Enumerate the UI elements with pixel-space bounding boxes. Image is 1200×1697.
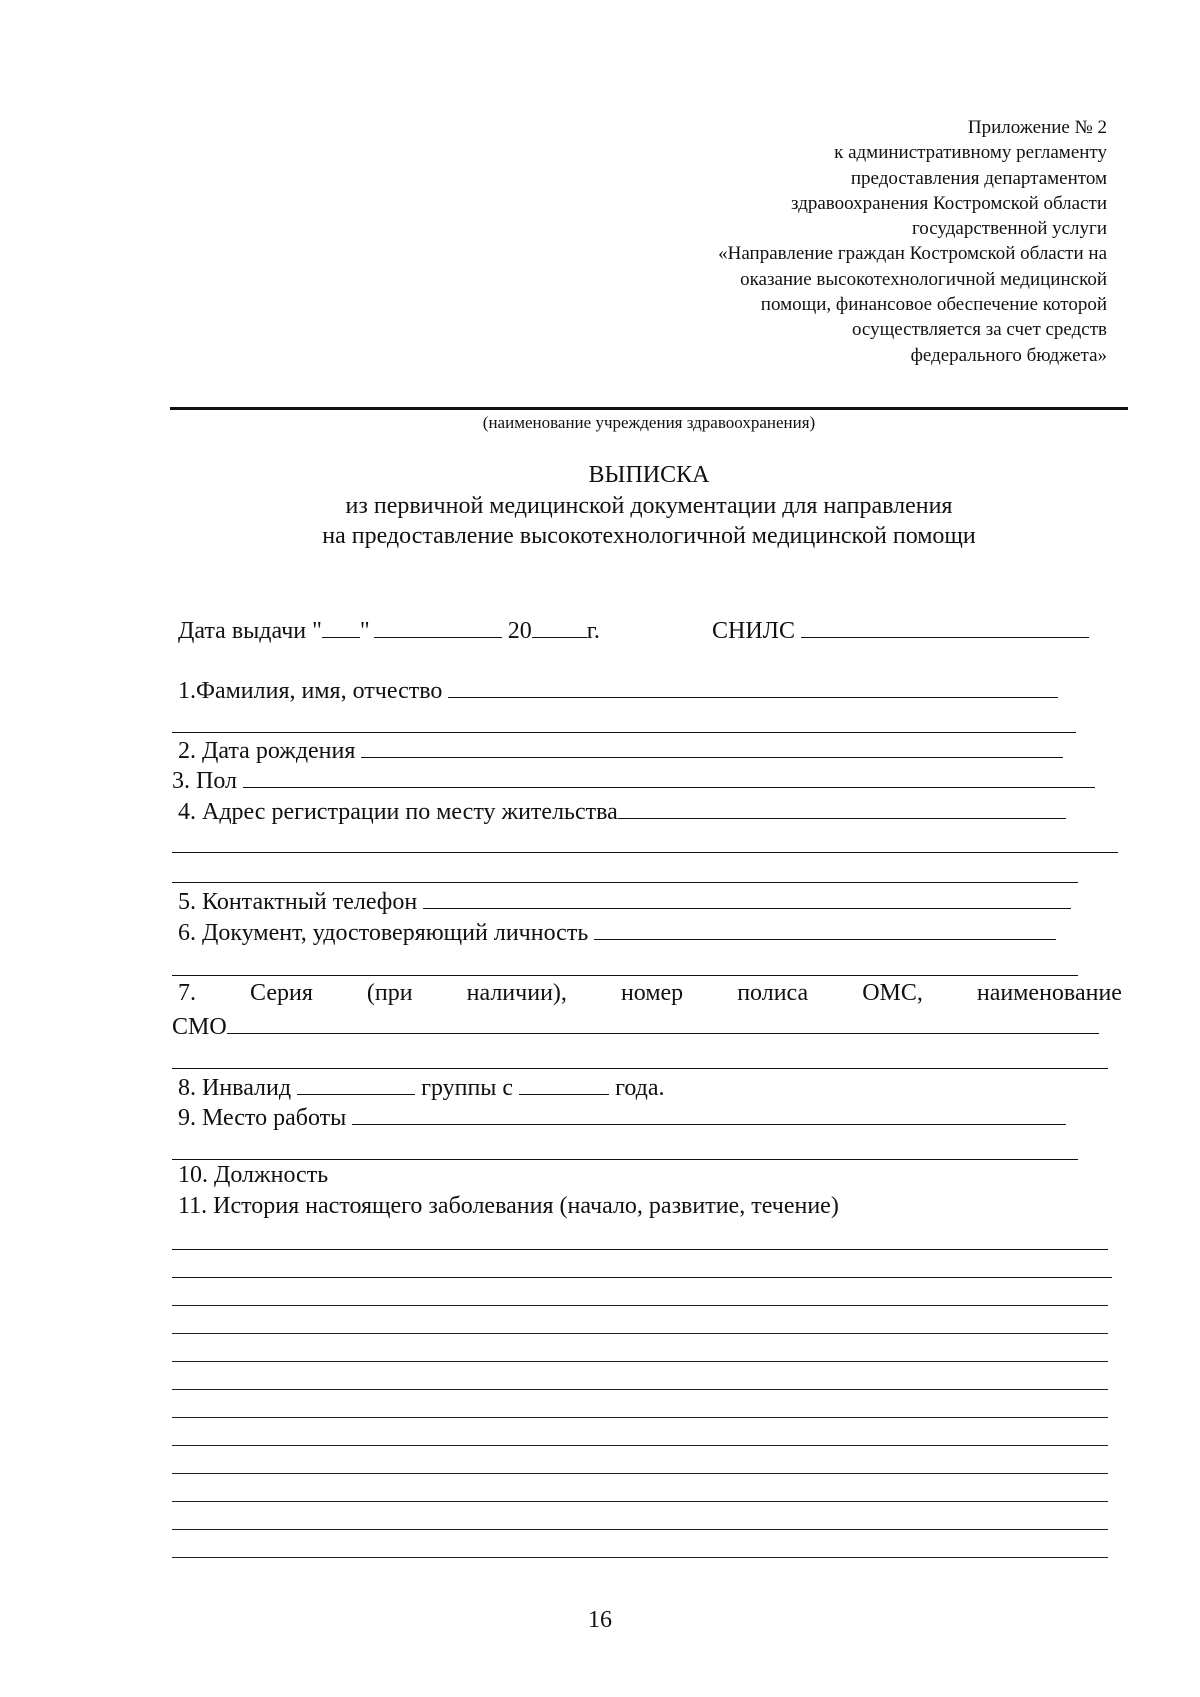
snils-row bbox=[712, 615, 1089, 645]
field-full-name-row bbox=[178, 675, 1058, 705]
history-field-line[interactable] bbox=[172, 1501, 1108, 1502]
sex-field[interactable] bbox=[243, 765, 1095, 788]
phone-label: 5. Контактный телефон bbox=[178, 889, 418, 915]
smo-field[interactable] bbox=[227, 1011, 1099, 1034]
history-field-line[interactable] bbox=[172, 1445, 1108, 1446]
disability-group-field[interactable] bbox=[297, 1072, 415, 1095]
field-address-row bbox=[178, 796, 1066, 826]
history-label: 11. История настоящего заболевания (начало, развитие, течение) bbox=[178, 1193, 839, 1219]
oms-word: ОМС, bbox=[862, 980, 923, 1006]
issue-date-label: Дата выдачи " bbox=[178, 618, 322, 644]
history-field-line[interactable] bbox=[172, 1529, 1108, 1530]
smo-label: СМО bbox=[172, 1014, 227, 1040]
snils-field[interactable] bbox=[801, 615, 1089, 638]
disability-year-field[interactable] bbox=[519, 1072, 609, 1095]
oms-word: (при bbox=[366, 980, 413, 1006]
institution-caption: (наименование учреждения здравоохранения) bbox=[482, 413, 816, 432]
full-name-field-line-2[interactable] bbox=[172, 732, 1076, 733]
oms-word: Серия bbox=[250, 980, 313, 1006]
field-sex-row bbox=[172, 765, 1095, 795]
page-number: 16 bbox=[588, 1607, 612, 1633]
full-name-label: 1.Фамилия, имя, отчество bbox=[178, 678, 443, 704]
field-workplace-row bbox=[178, 1102, 1066, 1132]
oms-word: наименование bbox=[976, 980, 1122, 1006]
appendix-line: «Направление граждан Костромской области на bbox=[718, 243, 1107, 265]
issue-month-field[interactable] bbox=[374, 615, 502, 638]
smo-field-line-2[interactable] bbox=[172, 1068, 1108, 1069]
document-subtitle-2: на предоставление высокотехнологичной медицинской помощи bbox=[322, 523, 976, 549]
appendix-header bbox=[718, 115, 1107, 368]
workplace-field-line-2[interactable] bbox=[172, 1159, 1078, 1160]
history-field-line[interactable] bbox=[172, 1277, 1112, 1278]
field-id-document-row bbox=[178, 917, 1056, 947]
disability-label: 8. Инвалид bbox=[178, 1075, 292, 1101]
issue-year-suffix: г. bbox=[586, 618, 600, 644]
document-subtitle-1: из первичной медицинской документации для направления bbox=[345, 493, 953, 519]
issue-year-prefix: 20 bbox=[507, 618, 532, 644]
history-field-line[interactable] bbox=[172, 1361, 1108, 1362]
disability-year-suffix: года. bbox=[615, 1075, 665, 1101]
issue-date-quote: " bbox=[359, 618, 370, 644]
history-field-line[interactable] bbox=[172, 1249, 1108, 1250]
id-document-field-line-2[interactable] bbox=[172, 975, 1078, 976]
appendix-line: к административному регламенту bbox=[834, 142, 1107, 164]
address-field[interactable] bbox=[618, 796, 1066, 819]
birth-date-label: 2. Дата рождения bbox=[178, 738, 356, 764]
appendix-line: предоставления департаментом bbox=[850, 167, 1107, 189]
id-document-label: 6. Документ, удостоверяющий личность bbox=[178, 920, 589, 946]
document-title: ВЫПИСКА bbox=[588, 462, 710, 488]
field-disability-row bbox=[178, 1072, 665, 1102]
birth-date-field[interactable] bbox=[361, 735, 1063, 758]
field-smo-row bbox=[172, 1011, 1099, 1041]
full-name-field[interactable] bbox=[448, 675, 1058, 698]
id-document-field[interactable] bbox=[594, 917, 1056, 940]
address-label: 4. Адрес регистрации по месту жительства bbox=[178, 799, 618, 825]
history-field-line[interactable] bbox=[172, 1557, 1108, 1558]
appendix-line: федерального бюджета» bbox=[910, 344, 1107, 366]
appendix-line: помощи, финансовое обеспечение которой bbox=[760, 294, 1107, 316]
workplace-field[interactable] bbox=[352, 1102, 1066, 1125]
field-oms-policy-row bbox=[178, 980, 1122, 1007]
issue-day-field[interactable] bbox=[322, 615, 360, 638]
field-birth-date-row bbox=[178, 735, 1063, 765]
history-field-line[interactable] bbox=[172, 1417, 1108, 1418]
appendix-line: здравоохранения Костромской области bbox=[791, 192, 1107, 214]
position-label: 10. Должность bbox=[178, 1162, 329, 1188]
field-phone-row bbox=[178, 886, 1071, 916]
issue-date-row bbox=[178, 615, 600, 645]
appendix-line: оказание высокотехнологичной медицинской bbox=[740, 268, 1107, 290]
appendix-line: государственной услуги bbox=[911, 218, 1107, 240]
address-field-line-2[interactable] bbox=[172, 852, 1118, 853]
oms-word: наличии), bbox=[466, 980, 567, 1006]
appendix-line: осуществляется за счет средств bbox=[851, 319, 1107, 341]
workplace-label: 9. Место работы bbox=[178, 1105, 347, 1131]
appendix-line: Приложение № 2 bbox=[967, 117, 1107, 138]
history-field-line[interactable] bbox=[172, 1473, 1108, 1474]
address-field-line-3[interactable] bbox=[172, 882, 1078, 883]
snils-label: СНИЛС bbox=[712, 618, 795, 644]
institution-name-field[interactable] bbox=[170, 407, 1128, 410]
oms-word: 7. bbox=[178, 980, 196, 1006]
history-field-line[interactable] bbox=[172, 1333, 1108, 1334]
issue-year-field[interactable] bbox=[532, 615, 587, 638]
phone-field[interactable] bbox=[423, 886, 1071, 909]
history-field-line[interactable] bbox=[172, 1305, 1108, 1306]
oms-word: полиса bbox=[737, 980, 809, 1006]
disability-since-label: группы с bbox=[421, 1075, 514, 1101]
oms-word: номер bbox=[620, 980, 684, 1006]
sex-label: 3. Пол bbox=[172, 768, 237, 794]
history-field-line[interactable] bbox=[172, 1389, 1108, 1390]
